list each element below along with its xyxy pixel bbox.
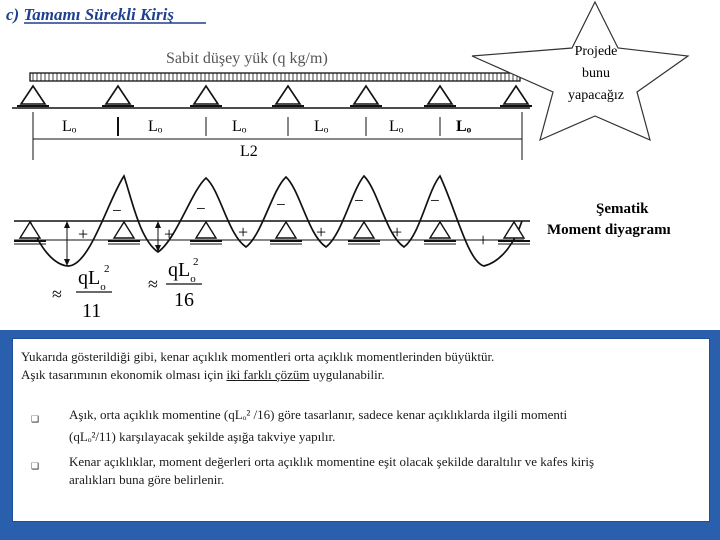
bottom-supports	[14, 222, 530, 244]
pin-support	[500, 86, 532, 106]
pin-support	[102, 86, 134, 106]
edge-moment-arrow	[64, 221, 70, 266]
pin-support	[17, 86, 49, 106]
support-triangle	[194, 86, 218, 104]
support-triangle	[430, 222, 450, 238]
plus-sign: +	[238, 222, 249, 242]
support-triangle	[276, 222, 296, 238]
section-title: c) Tamamı Sürekli Kiriş	[6, 5, 174, 24]
span-label-4: Lₒ	[314, 118, 329, 135]
minus-sign: −	[112, 201, 122, 220]
support-triangle	[106, 86, 130, 104]
bullet-icon: ❑	[31, 414, 40, 424]
callout-line-3: yapacağız	[568, 88, 624, 103]
bullet-icon: ❑	[31, 461, 40, 471]
explanation-line-1: Yukarıda gösterildiği gibi, kenar açıklık momentleri orta açıklık momentlerinden büyüktür.	[21, 349, 495, 364]
callout-line-2: bunu	[582, 66, 610, 81]
approx-sign: ≈	[52, 284, 62, 304]
star-callout	[472, 2, 688, 140]
support-triangle	[20, 222, 40, 238]
support-triangle	[196, 222, 216, 238]
span-label-3: Lₒ	[232, 118, 247, 135]
pin-support	[190, 86, 222, 106]
minus-sign: −	[430, 191, 440, 210]
minus-sign: −	[276, 195, 286, 214]
mid-moment-formula	[148, 256, 202, 311]
pin-support	[14, 222, 46, 244]
pin-support	[424, 86, 456, 106]
mid-moment-denominator: 16	[174, 289, 194, 311]
explanation-line-2-suffix: uygulanabilir.	[309, 367, 385, 382]
load-bar	[30, 73, 520, 81]
top-supports	[17, 86, 532, 106]
support-triangle	[504, 86, 528, 104]
mid-moment-numerator	[168, 259, 196, 285]
minus-sign: −	[354, 191, 364, 210]
minus-sign: −	[196, 199, 206, 218]
two-solutions-text: iki farklı çözüm	[226, 367, 310, 382]
edge-moment-numerator	[78, 267, 106, 293]
explanation-line-2	[21, 367, 385, 383]
pin-support	[350, 86, 382, 106]
distributed-load	[30, 73, 520, 81]
power-text: 2	[193, 256, 199, 268]
pin-support	[270, 222, 302, 244]
diagram-title-line1: Şematik	[596, 201, 649, 217]
span-label-1: Lₒ	[62, 118, 77, 135]
edge-moment-formula	[52, 263, 112, 322]
plus-sign: +	[316, 222, 327, 242]
bullet-2-line-2: aralıkları buna göre belirlenir.	[69, 472, 225, 487]
pin-support	[108, 222, 140, 244]
plus-sign: +	[78, 224, 89, 244]
plus-sign: +	[164, 224, 175, 244]
plus-sign: +	[392, 222, 403, 242]
mid-moment-arrow	[155, 221, 161, 252]
pin-support	[424, 222, 456, 244]
total-length-label	[240, 143, 258, 160]
power-text: 2	[104, 263, 110, 275]
pin-support	[348, 222, 380, 244]
pin-support	[498, 222, 530, 244]
support-triangle	[428, 86, 452, 104]
numerator-text: qL	[78, 267, 101, 289]
bullet-1-line-1: Aşık, orta açıklık momentine (qLₒ² /16) göre tasarlanır, sadece kenar açıklıklarda ilgili momenti	[69, 407, 568, 422]
approx-sign: ≈	[148, 274, 158, 294]
callout-line-1: Projede	[574, 44, 618, 59]
edge-moment-denominator: 11	[82, 300, 102, 322]
support-triangle	[276, 86, 300, 104]
explanation-panel	[12, 338, 710, 522]
span-label-2: Lₒ	[148, 118, 163, 135]
diagram-title-line2: Moment diyagramı	[547, 222, 671, 238]
support-triangle	[354, 86, 378, 104]
support-triangle	[114, 222, 134, 238]
span-labels	[62, 118, 472, 135]
subscript-text: o	[100, 281, 106, 293]
explanation-line-2-prefix: Aşık tasarımının ekonomik olması için	[21, 367, 227, 382]
span-label-5: Lₒ	[389, 118, 404, 135]
numerator-text: qL	[168, 259, 191, 281]
subscript-text: o	[190, 273, 196, 285]
support-triangle	[21, 86, 45, 104]
pin-support	[190, 222, 222, 244]
bullet-2-line-1: Kenar açıklıklar, moment değerleri orta açıklık momentine eşit olacak şekilde daraltılır ve kafes kiriş	[69, 454, 595, 469]
pin-support	[272, 86, 304, 106]
load-label: Sabit düşey yük (q kg/m)	[166, 50, 328, 67]
total-length-text: L2	[240, 143, 258, 160]
bullet-1-line-2: (qLₒ²/11) karşılayacak şekilde aşığa takviye yapılır.	[69, 429, 336, 444]
plus-sign: +	[478, 230, 489, 250]
span-label-6: Lₒ	[456, 118, 472, 135]
star-shape	[472, 2, 688, 140]
support-triangle	[354, 222, 374, 238]
